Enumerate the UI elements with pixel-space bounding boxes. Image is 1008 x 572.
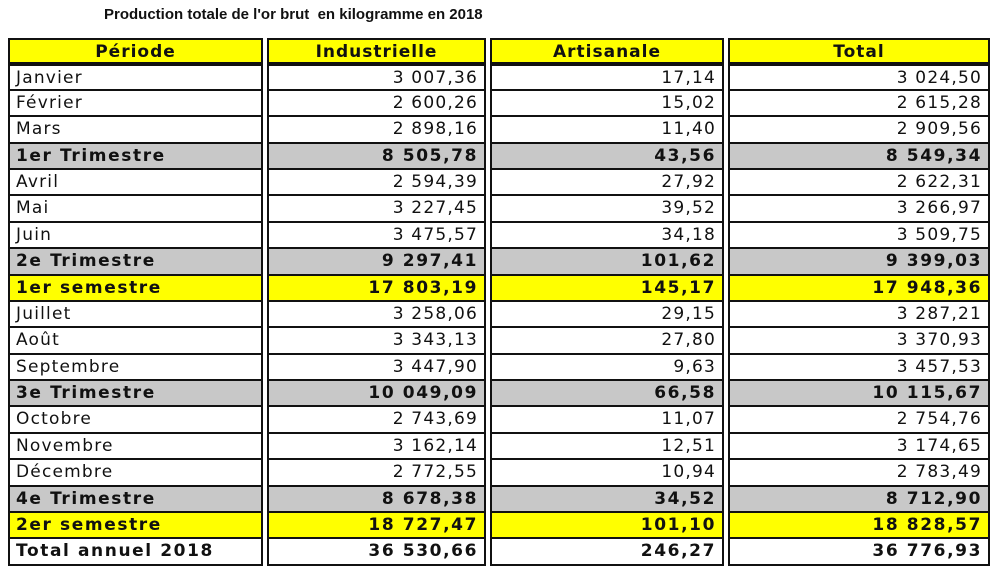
cell-total: 3 287,21 (728, 302, 990, 328)
cell-total: 8 549,34 (728, 144, 990, 170)
cell-periode: Avril (8, 170, 263, 196)
header-industrielle: Industrielle (267, 38, 486, 64)
table-body (8, 64, 990, 565)
cell-periode: 3e Trimestre (8, 381, 263, 407)
cell-industrielle: 17 803,19 (267, 276, 486, 302)
cell-industrielle: 3 475,57 (267, 223, 486, 249)
cell-total: 36 776,93 (728, 539, 990, 565)
cell-total: 17 948,36 (728, 276, 990, 302)
annual-total-row (8, 539, 990, 565)
table-row (8, 64, 990, 90)
cell-total: 10 115,67 (728, 381, 990, 407)
cell-periode: Total annuel 2018 (8, 539, 263, 565)
cell-industrielle: 3 447,90 (267, 355, 486, 381)
cell-industrielle: 2 743,69 (267, 407, 486, 433)
header-artisanale: Artisanale (490, 38, 724, 64)
cell-periode: 2er semestre (8, 513, 263, 539)
cell-industrielle: 3 343,13 (267, 328, 486, 354)
cell-industrielle: 3 258,06 (267, 302, 486, 328)
cell-artisanale: 39,52 (490, 196, 724, 222)
cell-periode: 1er semestre (8, 276, 263, 302)
cell-artisanale: 27,80 (490, 328, 724, 354)
cell-artisanale: 12,51 (490, 434, 724, 460)
cell-artisanale: 101,62 (490, 249, 724, 275)
cell-industrielle: 2 600,26 (267, 91, 486, 117)
cell-periode: Juin (8, 223, 263, 249)
cell-industrielle: 2 772,55 (267, 460, 486, 486)
cell-artisanale: 43,56 (490, 144, 724, 170)
cell-total: 3 370,93 (728, 328, 990, 354)
table-row (8, 460, 990, 486)
cell-periode: 2e Trimestre (8, 249, 263, 275)
cell-artisanale: 66,58 (490, 381, 724, 407)
cell-artisanale: 17,14 (490, 64, 724, 90)
cell-periode: Novembre (8, 434, 263, 460)
cell-artisanale: 29,15 (490, 302, 724, 328)
cell-total: 8 712,90 (728, 487, 990, 513)
table-row (8, 434, 990, 460)
cell-periode: Mai (8, 196, 263, 222)
cell-total: 3 266,97 (728, 196, 990, 222)
table-row (8, 91, 990, 117)
cell-total: 2 754,76 (728, 407, 990, 433)
cell-periode: Février (8, 91, 263, 117)
cell-total: 9 399,03 (728, 249, 990, 275)
cell-total: 3 457,53 (728, 355, 990, 381)
table-row (8, 302, 990, 328)
header-total: Total (728, 38, 990, 64)
cell-total: 2 909,56 (728, 117, 990, 143)
cell-total: 3 024,50 (728, 64, 990, 90)
cell-industrielle: 3 007,36 (267, 64, 486, 90)
trimester-row (8, 381, 990, 407)
table-row (8, 117, 990, 143)
cell-artisanale: 246,27 (490, 539, 724, 565)
cell-industrielle: 9 297,41 (267, 249, 486, 275)
cell-industrielle: 8 678,38 (267, 487, 486, 513)
table-row (8, 355, 990, 381)
cell-periode: Août (8, 328, 263, 354)
header-periode: Période (8, 38, 263, 64)
cell-industrielle: 10 049,09 (267, 381, 486, 407)
cell-periode: Juillet (8, 302, 263, 328)
table-row (8, 170, 990, 196)
table-header-row (8, 38, 990, 64)
cell-industrielle: 3 227,45 (267, 196, 486, 222)
cell-periode: Mars (8, 117, 263, 143)
trimester-row (8, 487, 990, 513)
trimester-row (8, 249, 990, 275)
cell-periode: Septembre (8, 355, 263, 381)
cell-total: 2 615,28 (728, 91, 990, 117)
cell-artisanale: 34,52 (490, 487, 724, 513)
semester-row (8, 276, 990, 302)
cell-artisanale: 11,40 (490, 117, 724, 143)
cell-artisanale: 145,17 (490, 276, 724, 302)
cell-industrielle: 36 530,66 (267, 539, 486, 565)
cell-industrielle: 2 898,16 (267, 117, 486, 143)
cell-artisanale: 101,10 (490, 513, 724, 539)
cell-periode: Octobre (8, 407, 263, 433)
production-table (8, 38, 990, 566)
table-row (8, 407, 990, 433)
cell-artisanale: 34,18 (490, 223, 724, 249)
cell-total: 3 174,65 (728, 434, 990, 460)
page-title: Production totale de l'or brut en kilogramme en 2018 (104, 6, 483, 23)
cell-industrielle: 18 727,47 (267, 513, 486, 539)
cell-artisanale: 11,07 (490, 407, 724, 433)
cell-industrielle: 2 594,39 (267, 170, 486, 196)
cell-industrielle: 3 162,14 (267, 434, 486, 460)
cell-total: 2 783,49 (728, 460, 990, 486)
cell-periode: 1er Trimestre (8, 144, 263, 170)
cell-periode: 4e Trimestre (8, 487, 263, 513)
table-row (8, 223, 990, 249)
semester-row (8, 513, 990, 539)
cell-periode: Janvier (8, 64, 263, 90)
cell-artisanale: 27,92 (490, 170, 724, 196)
cell-industrielle: 8 505,78 (267, 144, 486, 170)
cell-total: 3 509,75 (728, 223, 990, 249)
table-row (8, 328, 990, 354)
cell-total: 2 622,31 (728, 170, 990, 196)
table-row (8, 196, 990, 222)
trimester-row (8, 144, 990, 170)
cell-total: 18 828,57 (728, 513, 990, 539)
cell-artisanale: 9,63 (490, 355, 724, 381)
cell-periode: Décembre (8, 460, 263, 486)
cell-artisanale: 10,94 (490, 460, 724, 486)
cell-artisanale: 15,02 (490, 91, 724, 117)
